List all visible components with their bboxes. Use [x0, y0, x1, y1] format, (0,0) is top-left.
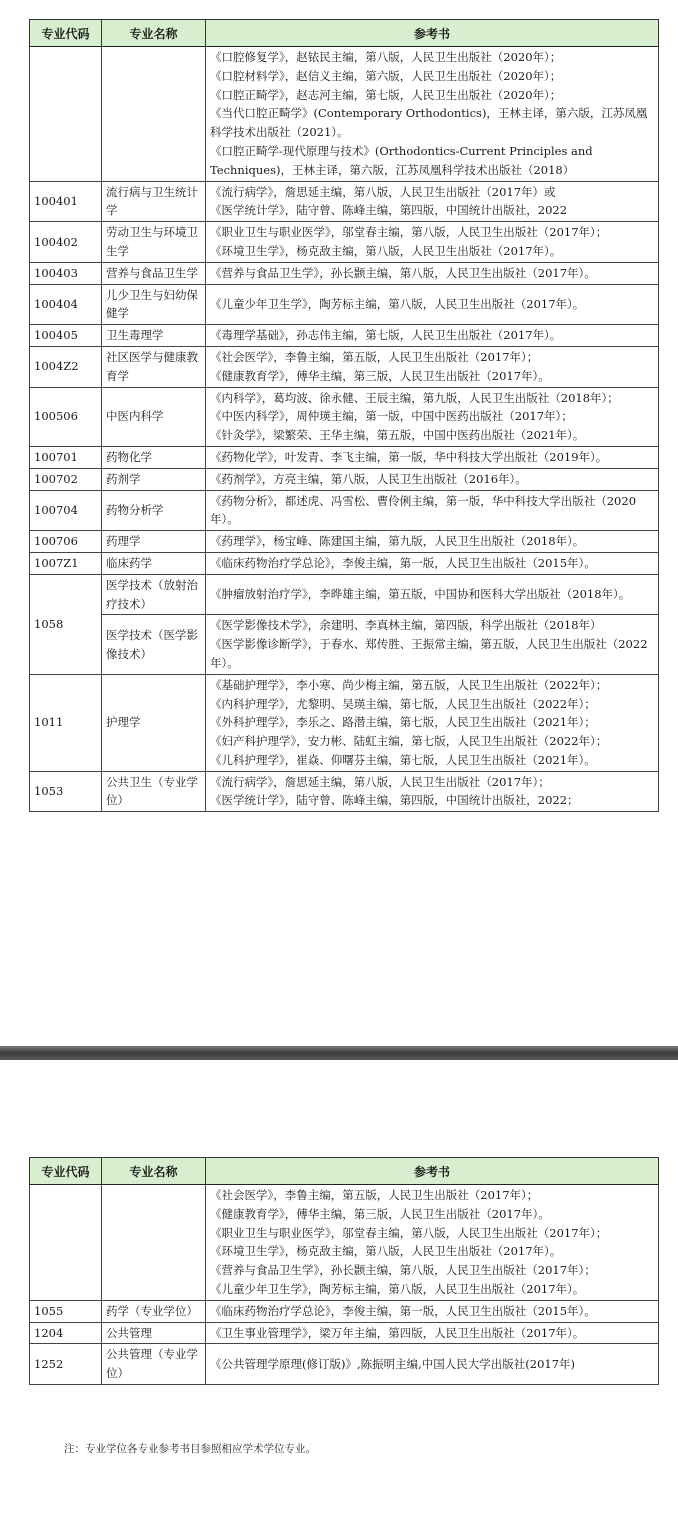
- table-row: [30, 262, 659, 284]
- major-name-cell: 公共卫生（专业学位）: [102, 771, 206, 812]
- reference-books-cell: [206, 1185, 659, 1301]
- major-name-cell: 医学技术（医学影像技术）: [102, 615, 206, 674]
- major-name-cell: 儿少卫生与妇幼保健学: [102, 284, 206, 325]
- reference-book-entry: 《公共管理学原理(修订版)》,陈振明主编,中国人民大学出版社(2017年): [210, 1356, 576, 1371]
- reference-book-entry: 《毒理学基础》，孙志伟主编，第七版，人民卫生出版社（2017年）。: [210, 328, 562, 343]
- major-name-cell: 药学（专业学位）: [102, 1300, 206, 1322]
- major-code-cell: 100702: [30, 468, 102, 490]
- reference-book-entry: 《医学影像技术学》，余建明、李真林主编，第四版，科学出版社（2018年）: [210, 618, 602, 633]
- major-code-cell: 100704: [30, 490, 102, 531]
- reference-book-entry: 《流行病学》，詹思延主编，第八版，人民卫生出版社（2017年）；: [210, 774, 550, 789]
- table-row: [30, 446, 659, 468]
- table-row: [30, 771, 659, 812]
- major-code-cell: 100706: [30, 531, 102, 553]
- reference-books-cell: [206, 552, 659, 574]
- major-name-cell: 临床药学: [102, 552, 206, 574]
- reference-books-cell: [206, 1322, 659, 1344]
- table-row: [30, 284, 659, 325]
- reference-book-entry: 《医学影像诊断学》，于春水、郑传胜、王振常主编，第五版，人民卫生出版社（2022年）。: [210, 637, 648, 670]
- reference-book-entry: 《职业卫生与职业医学》，邬堂春主编，第八版，人民卫生出版社（2017年）；: [210, 1225, 608, 1240]
- table-row: [30, 531, 659, 553]
- major-name-cell: 公共管理（专业学位）: [102, 1344, 206, 1385]
- major-code-cell: 1058: [30, 574, 102, 674]
- major-code-cell: 1007Z1: [30, 552, 102, 574]
- reference-book-entry: 《外科护理学》，李乐之、路潜主编，第七版，人民卫生出版社（2021年）；: [210, 715, 596, 730]
- reference-table: [29, 19, 659, 812]
- reference-books-cell: [206, 387, 659, 446]
- reference-books-cell: [206, 1344, 659, 1385]
- major-code-cell: [30, 1185, 102, 1301]
- major-code-cell: 1053: [30, 771, 102, 812]
- reference-books-cell: [206, 47, 659, 182]
- table-body: [30, 47, 659, 812]
- table-row: [30, 574, 659, 615]
- table-row: [30, 47, 659, 182]
- reference-book-entry: 《口腔正畸学-现代原理与技术》(Orthodontics-Current Principles and Techniques)，王林主译，第六版，江苏凤凰科学技术出版社（2018）: [210, 143, 593, 177]
- reference-book-entry: 《肿瘤放射治疗学》，李晔雄主编，第五版，中国协和医科大学出版社（2018年）。: [210, 587, 631, 602]
- reference-book-entry: 《流行病学》，詹思延主编，第八版，人民卫生出版社（2017年）或: [210, 184, 556, 199]
- table-row: [30, 181, 659, 222]
- table-row: [30, 490, 659, 531]
- table-row: [30, 222, 659, 263]
- reference-table-page-1: [29, 19, 658, 812]
- reference-book-entry: 《儿童少年卫生学》，陶芳标主编，第八版，人民卫生出版社（2017年）。: [210, 296, 585, 311]
- table-header-row: [30, 1158, 659, 1185]
- reference-books-cell: [206, 446, 659, 468]
- major-name-cell: 护理学: [102, 674, 206, 771]
- major-name-cell: 公共管理: [102, 1322, 206, 1344]
- reference-books-cell: [206, 468, 659, 490]
- reference-book-entry: 《社会医学》，李鲁主编，第五版，人民卫生出版社（2017年）；: [210, 349, 539, 364]
- major-code-cell: 1055: [30, 1300, 102, 1322]
- table-row: [30, 1322, 659, 1344]
- reference-books-cell: [206, 1300, 659, 1322]
- major-name-cell: 药物分析学: [102, 490, 206, 531]
- reference-book-entry: 《内科护理学》，尤黎明、吴瑛主编，第七版，人民卫生出版社（2022年）；: [210, 696, 596, 711]
- header-code: 专业代码: [30, 20, 102, 47]
- major-name-cell: 医学技术（放射治疗技术）: [102, 574, 206, 615]
- major-code-cell: 100506: [30, 387, 102, 446]
- major-name-cell: 劳动卫生与环境卫生学: [102, 222, 206, 263]
- major-name-cell: 流行病与卫生统计学: [102, 181, 206, 222]
- major-code-cell: 1252: [30, 1344, 102, 1385]
- header-name: 专业名称: [102, 20, 206, 47]
- table-body: [30, 1185, 659, 1385]
- reference-book-entry: 《营养与食品卫生学》，孙长颢主编，第八版，人民卫生出版社（2017年）；: [210, 1263, 596, 1278]
- reference-books-cell: [206, 181, 659, 222]
- table-row: [30, 1185, 659, 1301]
- reference-book-entry: 《妇产科护理学》，安力彬、陆虹主编，第七版，人民卫生出版社（2022年）；: [210, 734, 608, 749]
- table-row: [30, 1344, 659, 1385]
- major-name-cell: 社区医学与健康教育学: [102, 346, 206, 387]
- reference-books-cell: [206, 674, 659, 771]
- table-header-row: [30, 20, 659, 47]
- major-name-cell: 卫生毒理学: [102, 325, 206, 347]
- reference-books-cell: [206, 490, 659, 531]
- reference-book-entry: 《药剂学》，方亮主编，第八版，人民卫生出版社（2016年）。: [210, 471, 527, 486]
- table-row: [30, 387, 659, 446]
- reference-book-entry: 《儿童少年卫生学》，陶芳标主编，第八版，人民卫生出版社（2017年）。: [210, 1281, 585, 1296]
- reference-books-cell: [206, 222, 659, 263]
- reference-book-entry: 《环境卫生学》，杨克敌主编，第八版，人民卫生出版社（2017年）。: [210, 243, 562, 258]
- table-row: [30, 615, 659, 674]
- reference-book-entry: 《基础护理学》，李小寒、尚少梅主编，第五版，人民卫生出版社（2022年）；: [210, 677, 608, 692]
- major-code-cell: 1004Z2: [30, 346, 102, 387]
- reference-book-entry: 《口腔修复学》，赵铱民主编，第八版，人民卫生出版社（2020年）；: [210, 50, 562, 64]
- reference-book-entry: 《环境卫生学》，杨克敌主编，第八版，人民卫生出版社（2017年）。: [210, 1244, 562, 1259]
- major-name-cell: 药物化学: [102, 446, 206, 468]
- header-code: 专业代码: [30, 1158, 102, 1185]
- major-code-cell: 100405: [30, 325, 102, 347]
- table-row: [30, 468, 659, 490]
- reference-book-entry: 《药物分析》，都述虎、冯雪松、曹伶俐主编，第一版，华中科技大学出版社（2020年）。: [210, 493, 637, 527]
- table-row: [30, 346, 659, 387]
- major-name-cell: [102, 47, 206, 182]
- major-code-cell: 100403: [30, 262, 102, 284]
- reference-books-cell: [206, 346, 659, 387]
- reference-book-entry: 《儿科护理学》，崔焱、仰曙芬主编，第七版，人民卫生出版社（2021年）。: [210, 752, 596, 767]
- major-code-cell: 100701: [30, 446, 102, 468]
- reference-table: [29, 1157, 659, 1385]
- major-code-cell: 100404: [30, 284, 102, 325]
- table-row: [30, 552, 659, 574]
- major-name-cell: 中医内科学: [102, 387, 206, 446]
- table-row: [30, 674, 659, 771]
- reference-book-entry: 《口腔正畸学》，赵志河主编，第七版，人民卫生出版社（2020年）；: [210, 87, 562, 102]
- reference-book-entry: 《内科学》，葛均波、徐永健、王辰主编，第九版，人民卫生出版社（2018年）；: [210, 390, 619, 405]
- reference-books-cell: [206, 574, 659, 615]
- reference-books-cell: [206, 531, 659, 553]
- reference-book-entry: 《健康教育学》，傅华主编，第三版，人民卫生出版社（2017年）。: [210, 368, 550, 383]
- reference-book-entry: 《针灸学》，梁繁荣、王华主编，第五版，中国中医药出版社（2021年）。: [210, 428, 585, 443]
- reference-books-cell: [206, 325, 659, 347]
- major-code-cell: [30, 47, 102, 182]
- major-name-cell: 药理学: [102, 531, 206, 553]
- reference-books-cell: [206, 284, 659, 325]
- major-name-cell: 营养与食品卫生学: [102, 262, 206, 284]
- reference-book-entry: 《药物化学》，叶发青、李飞主编，第一版，华中科技大学出版社（2019年）。: [210, 449, 608, 464]
- reference-books-cell: [206, 262, 659, 284]
- reference-book-entry: 《当代口腔正畸学》(Contemporary Orthodontics)，王林主译，第六版，江苏凤凰科学技术出版社（2021）。: [210, 106, 648, 140]
- major-code-cell: 1011: [30, 674, 102, 771]
- major-name-cell: 药剂学: [102, 468, 206, 490]
- reference-book-entry: 《临床药物治疗学总论》，李俊主编，第一版，人民卫生出版社（2015年）。: [210, 555, 596, 570]
- reference-book-entry: 《医学统计学》，陆守曾、陈峰主编，第四版，中国统计出版社，2022: [210, 203, 568, 218]
- reference-books-cell: [206, 771, 659, 812]
- reference-book-entry: 《临床药物治疗学总论》，李俊主编，第一版，人民卫生出版社（2015年）。: [210, 1303, 596, 1318]
- page-divider: [0, 1046, 678, 1060]
- major-name-cell: [102, 1185, 206, 1301]
- footnote: 注：专业学位各专业参考书目参照相应学术学位专业。: [64, 1443, 316, 1455]
- header-name: 专业名称: [102, 1158, 206, 1185]
- header-books: 参考书: [206, 20, 659, 47]
- table-row: [30, 1300, 659, 1322]
- reference-table-page-2: [29, 1157, 658, 1385]
- reference-book-entry: 《职业卫生与职业医学》，邬堂春主编，第八版，人民卫生出版社（2017年）；: [210, 225, 608, 240]
- reference-book-entry: 《医学统计学》，陆守曾、陈峰主编，第四版，中国统计出版社，2022；: [210, 793, 579, 808]
- reference-book-entry: 《中医内科学》，周仲瑛主编，第一版，中国中医药出版社（2017年）；: [210, 409, 573, 424]
- reference-book-entry: 《口腔材料学》，赵信义主编，第六版，人民卫生出版社（2020年）；: [210, 68, 562, 83]
- major-code-cell: 1204: [30, 1322, 102, 1344]
- major-code-cell: 100402: [30, 222, 102, 263]
- reference-book-entry: 《健康教育学》，傅华主编，第三版，人民卫生出版社（2017年）。: [210, 1206, 550, 1221]
- reference-book-entry: 《营养与食品卫生学》，孙长颢主编，第八版，人民卫生出版社（2017年）。: [210, 265, 596, 280]
- table-row: [30, 325, 659, 347]
- major-code-cell: 100401: [30, 181, 102, 222]
- reference-book-entry: 《卫生事业管理学》，梁万年主编，第四版，人民卫生出版社（2017年）。: [210, 1325, 585, 1340]
- header-books: 参考书: [206, 1158, 659, 1185]
- reference-books-cell: [206, 615, 659, 674]
- reference-book-entry: 《药理学》，杨宝峰、陈建国主编，第九版，人民卫生出版社（2018年）。: [210, 534, 585, 549]
- reference-book-entry: 《社会医学》，李鲁主编，第五版，人民卫生出版社（2017年）；: [210, 1188, 539, 1202]
